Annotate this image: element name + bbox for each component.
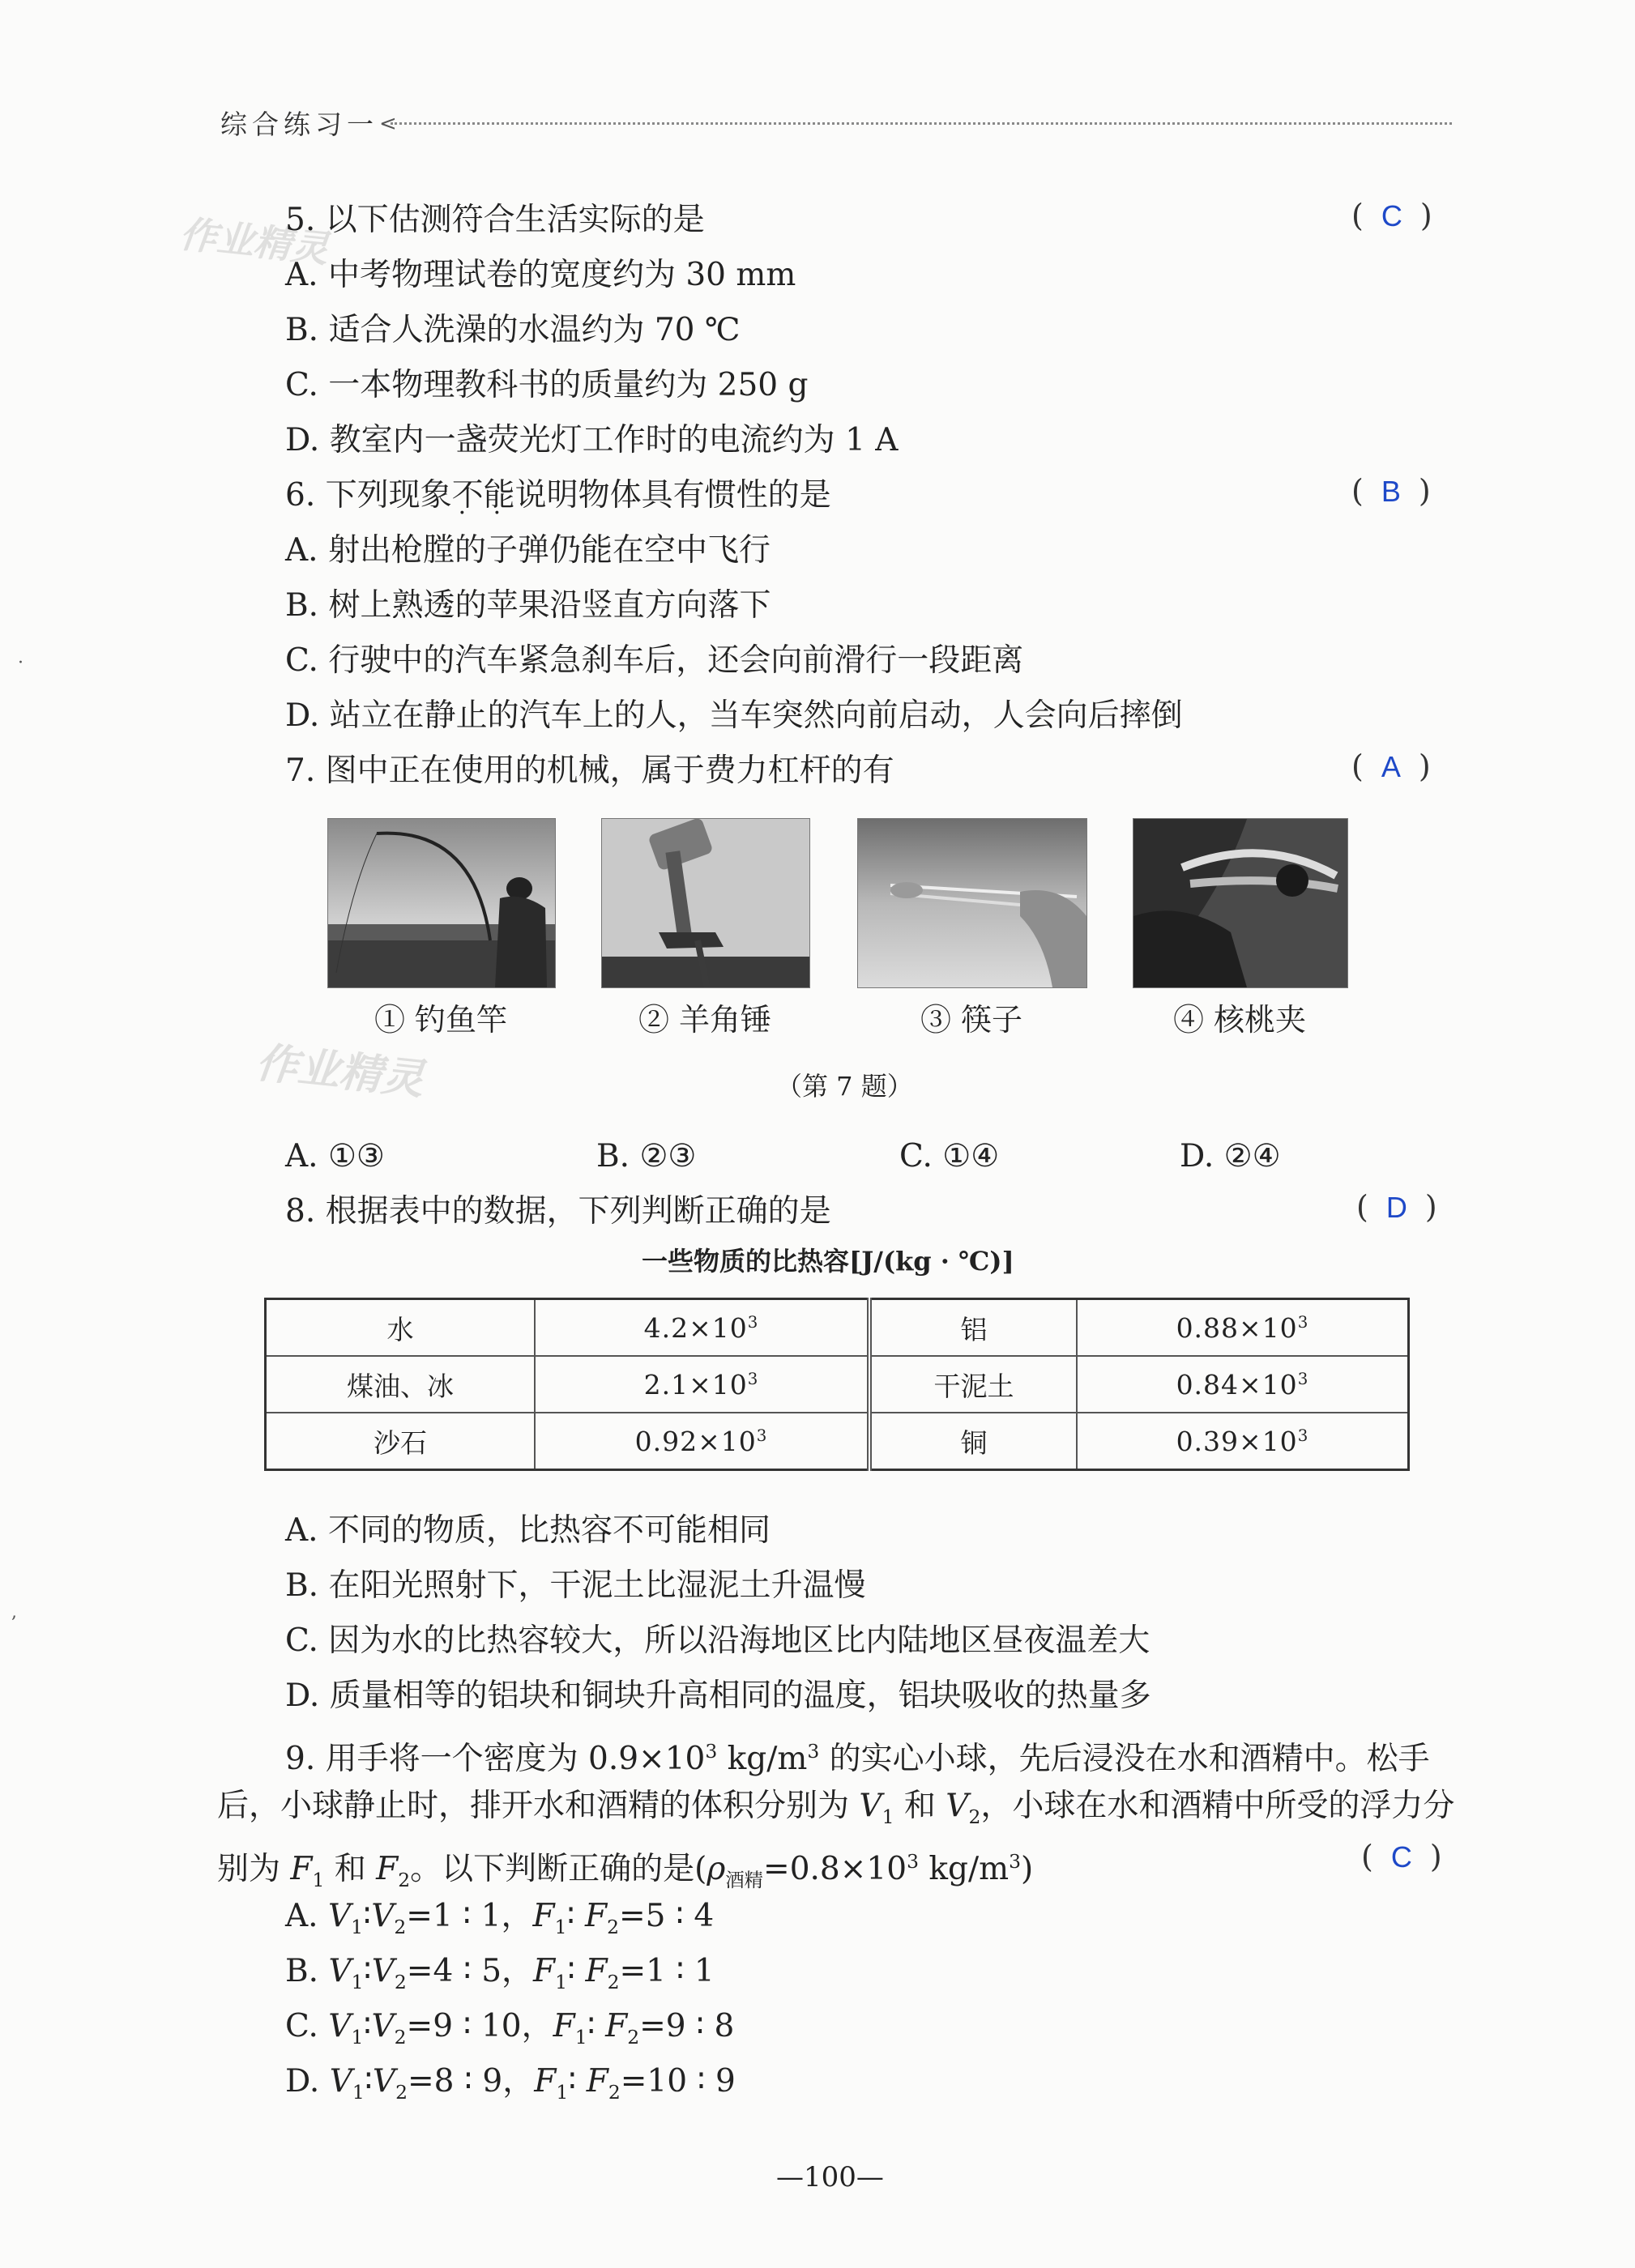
question-8-option-a: A. 不同的物质，比热容不可能相同 [285,1512,771,1549]
question-5-option-a: A. 中考物理试卷的宽度约为 30 mm [285,257,796,293]
page-number: —100— [776,2161,884,2193]
question-6-option-d: D. 站立在静止的汽车上的人，当车突然向前启动，人会向后摔倒 [285,697,1183,734]
symbol: F [553,2008,575,2044]
stem-part: kg/m [717,1741,808,1777]
symbol: V [328,1953,352,1989]
question-5-answer: ( C ) [1351,198,1432,233]
subscript: 2 [394,1970,407,1993]
subscript: 2 [608,2080,621,2104]
question-8-answer: ( D ) [1356,1189,1437,1225]
question-7-answer: ( A ) [1351,748,1431,784]
symbol: V [329,2063,352,2100]
subscript: 2 [394,2025,407,2048]
question-9-option-c: C. $V_1∶V_2=9$ ∶ 10，$F_1∶$ $F_2=9$ ∶ 8 [285,2008,735,2048]
question-5-option-d: D. 教室内一盏荧光灯工作时的电流约为 1 A [285,422,899,458]
photo-claw-hammer [601,818,810,988]
stem-part: 的实心小球，先后浸没在水和酒精中。松手 [819,1741,1430,1777]
subscript: 1 [351,1915,364,1938]
cell-value: 0.88×10 [1176,1311,1298,1344]
subscript: 1 [882,1805,894,1828]
exponent: 3 [756,1426,768,1445]
subscript: 1 [351,1970,364,1993]
symbol: ρ [707,1851,726,1887]
table-cell: 煤油、冰 [266,1356,535,1413]
stem-part: 。以下判断正确的是( [410,1851,707,1887]
specific-heat-table [264,1298,1410,1471]
cell-value: 2.1×10 [643,1368,748,1400]
symbol: F [290,1851,313,1887]
table-cell: 铝 [869,1299,1077,1357]
subscript: 2 [607,1915,619,1938]
subscript: 酒精 [725,1868,764,1891]
question-6-option-c: C. 行驶中的汽车紧急刹车后，还会向前滑行一段距离 [285,642,1024,679]
cell-value: 0.92×10 [634,1425,757,1457]
symbol: V [327,1898,352,1934]
question-8-stem: 8. 根据表中的数据，下列判断正确的是 [285,1193,831,1230]
subscript: 1 [574,2025,587,2048]
stem-part: 9. 用手将一个密度为 0.9×10 [285,1741,706,1777]
photo-chopsticks [857,818,1087,988]
question-9-stem-line-2 [217,1784,1454,1840]
figure-caption: ② 羊角锤 [638,1002,772,1038]
exponent: 3 [807,1740,820,1763]
symbol: V [328,2008,352,2044]
scan-mark: , [11,1602,17,1622]
emphasis-text: 不能 · · [452,473,515,518]
symbol: V [371,1898,395,1934]
header-divider [391,122,1452,125]
force-ratio: 9 ∶ 8 [665,2008,735,2044]
table-row [266,1356,1409,1413]
table-cell [1077,1299,1409,1357]
symbol: V [372,2063,396,2100]
subscript: 1 [351,2025,364,2048]
subscript: 2 [398,1868,411,1891]
question-7-option-d: D. ②④ [1180,1138,1281,1174]
option-letter: D. [285,2063,320,2100]
symbol: F [586,2063,608,2100]
figure-label: （第 7 题） [776,1071,913,1102]
question-6-stem [285,473,831,518]
exponent: 3 [1009,1850,1021,1873]
table-cell: 水 [266,1299,535,1357]
question-7-stem: 7. 图中正在使用的机械，属于费力杠杆的有 [285,752,894,789]
stem-part: 别为 [217,1851,291,1887]
question-8-option-b: B. 在阳光照射下，干泥土比湿泥土升温慢 [285,1567,866,1604]
photo-walnut-cracker [1133,818,1348,988]
exponent: 3 [1297,1312,1309,1332]
figure-caption: ④ 核桃夹 [1172,1002,1307,1038]
symbol: F [585,1898,608,1934]
exponent: 3 [747,1312,759,1332]
force-ratio: 10 ∶ 9 [647,2063,736,2100]
symbol: V [371,2008,395,2044]
symbol: F [533,1953,556,1989]
table-title: 一些物质的比热容[J/(kg · ℃)] [642,1246,1014,1277]
walnut-cracker-illustration [1133,819,1347,987]
stem-part: 和 [324,1851,377,1887]
figure-caption: ① 钓鱼竿 [374,1002,508,1038]
exponent: 3 [747,1369,759,1388]
question-5-stem: 5. 以下估测符合生活实际的是 [285,202,705,238]
symbol: F [532,1898,555,1934]
table-row [266,1413,1409,1470]
subscript: 2 [968,1805,981,1828]
volume-ratio: 1 ∶ 1 [432,1898,502,1934]
option-letter: B. [285,1953,319,1989]
answer-letter: C [1381,199,1402,232]
table-cell [535,1413,869,1470]
question-7-option-a: A. ①③ [285,1138,385,1174]
force-ratio: 5 ∶ 4 [645,1898,715,1934]
stem-part: kg/m [918,1851,1010,1887]
question-8-option-d: D. 质量相等的铝块和铜块升高相同的温度，铝块吸收的热量多 [285,1678,1151,1714]
exponent: 3 [907,1850,919,1873]
subscript: 1 [556,2080,569,2104]
symbol: V [946,1788,969,1824]
question-9-option-b: B. $V_1∶V_2=4$ ∶ 5，$F_1∶$ $F_2=1$ ∶ 1 [285,1953,715,1993]
watermark: 作业精灵 [253,1038,427,1105]
answer-letter: D [1385,1191,1407,1224]
stem-part: 后，小球静止时，排开水和酒精的体积分别为 [217,1788,860,1824]
stem-part: 说明物体具有惯性的是 [514,477,831,514]
table-cell [535,1356,869,1413]
table-cell [1077,1356,1409,1413]
table-cell: 铜 [869,1413,1077,1470]
question-6-answer: ( B ) [1351,473,1431,509]
header-arrow-icon: < [379,112,397,136]
symbol: V [859,1788,882,1824]
subscript: 2 [394,1915,407,1938]
subscript: 1 [554,1915,567,1938]
page-header-title: 综合练习一 [220,109,378,140]
scan-mark: · [18,653,23,673]
fishing-rod-illustration [328,819,555,987]
question-9-option-d: D. $V_1∶V_2=8$ ∶ 9，$F_1∶$ $F_2=10$ ∶ 9 [285,2063,736,2104]
cell-value: 0.39×10 [1176,1425,1298,1457]
cell-value: 0.84×10 [1176,1368,1298,1400]
subscript: 2 [627,2025,640,2048]
stem-part: ，小球在水和酒精中所受的浮力分 [980,1788,1455,1824]
subscript: 2 [395,2080,408,2104]
volume-ratio: 4 ∶ 5 [433,1953,502,1989]
symbol: F [605,2008,628,2044]
table-cell: 干泥土 [869,1356,1077,1413]
question-8-option-c: C. 因为水的比热容较大，所以沿海地区比内陆地区昼夜温差大 [285,1622,1150,1659]
question-5-option-b: B. 适合人洗澡的水温约为 70 ℃ [285,312,741,348]
exponent: 3 [1297,1369,1309,1388]
subscript: 2 [607,1970,620,1993]
exponent: 3 [705,1740,718,1763]
subscript: 1 [312,1868,325,1891]
question-9-option-a: A. $V_1∶V_2=1$ ∶ 1，$F_1∶$ $F_2=5$ ∶ 4 [285,1898,715,1938]
table-cell [535,1299,869,1357]
force-ratio: 1 ∶ 1 [646,1953,715,1989]
volume-ratio: 8 ∶ 9 [433,2063,503,2100]
question-9-answer: ( C ) [1361,1839,1442,1874]
stem-part: ) [1020,1851,1034,1887]
option-letter: C. [285,2008,318,2044]
subscript: 1 [352,2080,365,2104]
volume-ratio: 9 ∶ 10 [433,2008,522,2044]
answer-letter: B [1381,475,1401,508]
question-7-option-c: C. ①④ [899,1138,1000,1174]
figure-caption: ③ 筷子 [920,1002,1023,1038]
symbol: V [371,1953,395,1989]
question-6-option-b: B. 树上熟透的苹果沿竖直方向落下 [285,587,771,624]
question-9-stem-line-3 [217,1839,1033,1903]
stem-part: 和 [894,1788,946,1824]
option-letter: A. [285,1898,318,1934]
question-7-option-b: B. ②③ [596,1138,697,1174]
watermark: 作业精灵 [177,211,331,271]
chopsticks-illustration [858,819,1086,987]
stem-part: =0.8×10 [763,1851,907,1887]
question-9-stem-line-1 [285,1729,1430,1782]
answer-letter: A [1381,750,1401,783]
claw-hammer-illustration [602,819,809,987]
symbol: F [585,1953,608,1989]
cell-value: 4.2×10 [643,1311,748,1344]
table-cell: 沙石 [266,1413,535,1470]
symbol: F [534,2063,557,2100]
question-6-option-a: A. 射出枪膛的子弹仍能在空中飞行 [285,532,771,569]
question-5-option-c: C. 一本物理教科书的质量约为 250 g [285,367,809,403]
exponent: 3 [1297,1426,1309,1445]
subscript: 1 [555,1970,567,1993]
photo-fishing-rod [327,818,556,988]
table-row [266,1299,1409,1357]
answer-letter: C [1390,1840,1412,1874]
symbol: F [376,1851,399,1887]
stem-part: 6. 下列现象 [285,477,452,514]
table-cell [1077,1413,1409,1470]
